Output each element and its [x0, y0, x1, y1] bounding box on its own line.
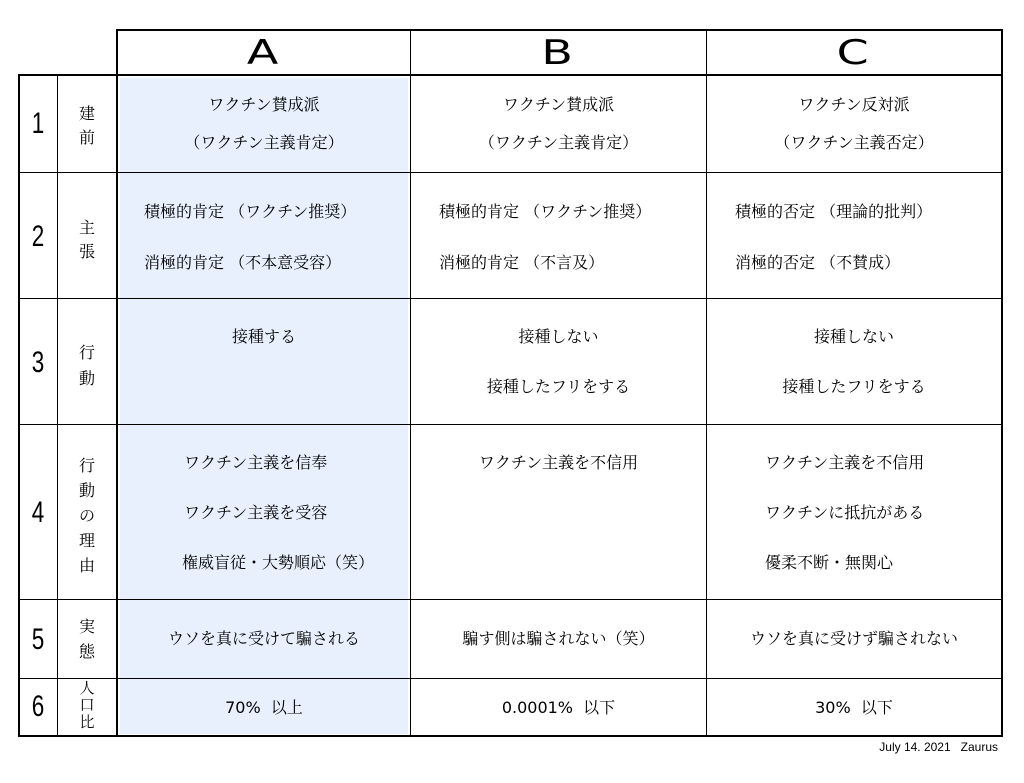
row-number-2: 2: [31, 220, 45, 253]
row-label-3: 行 動: [78, 343, 95, 388]
row-label-1: 建 前: [78, 104, 95, 147]
row-number-3: 3: [31, 346, 45, 379]
row-label-4: 行 動 の 理 由: [78, 456, 95, 575]
column-header-a: A: [246, 33, 282, 73]
column-header-b: B: [541, 33, 576, 73]
row-label-5: 実 態: [78, 617, 95, 661]
row-label-6: 人 口 比: [79, 679, 95, 731]
footer-credit: July 14. 2021 Zaurus: [879, 740, 998, 754]
row-label-2: 主 張: [78, 218, 95, 261]
row-number-6: 6: [31, 690, 45, 723]
row-number-5: 5: [31, 623, 45, 656]
row-number-4: 4: [31, 496, 45, 529]
row-number-1: 1: [31, 107, 45, 140]
column-header-c: C: [836, 33, 872, 73]
